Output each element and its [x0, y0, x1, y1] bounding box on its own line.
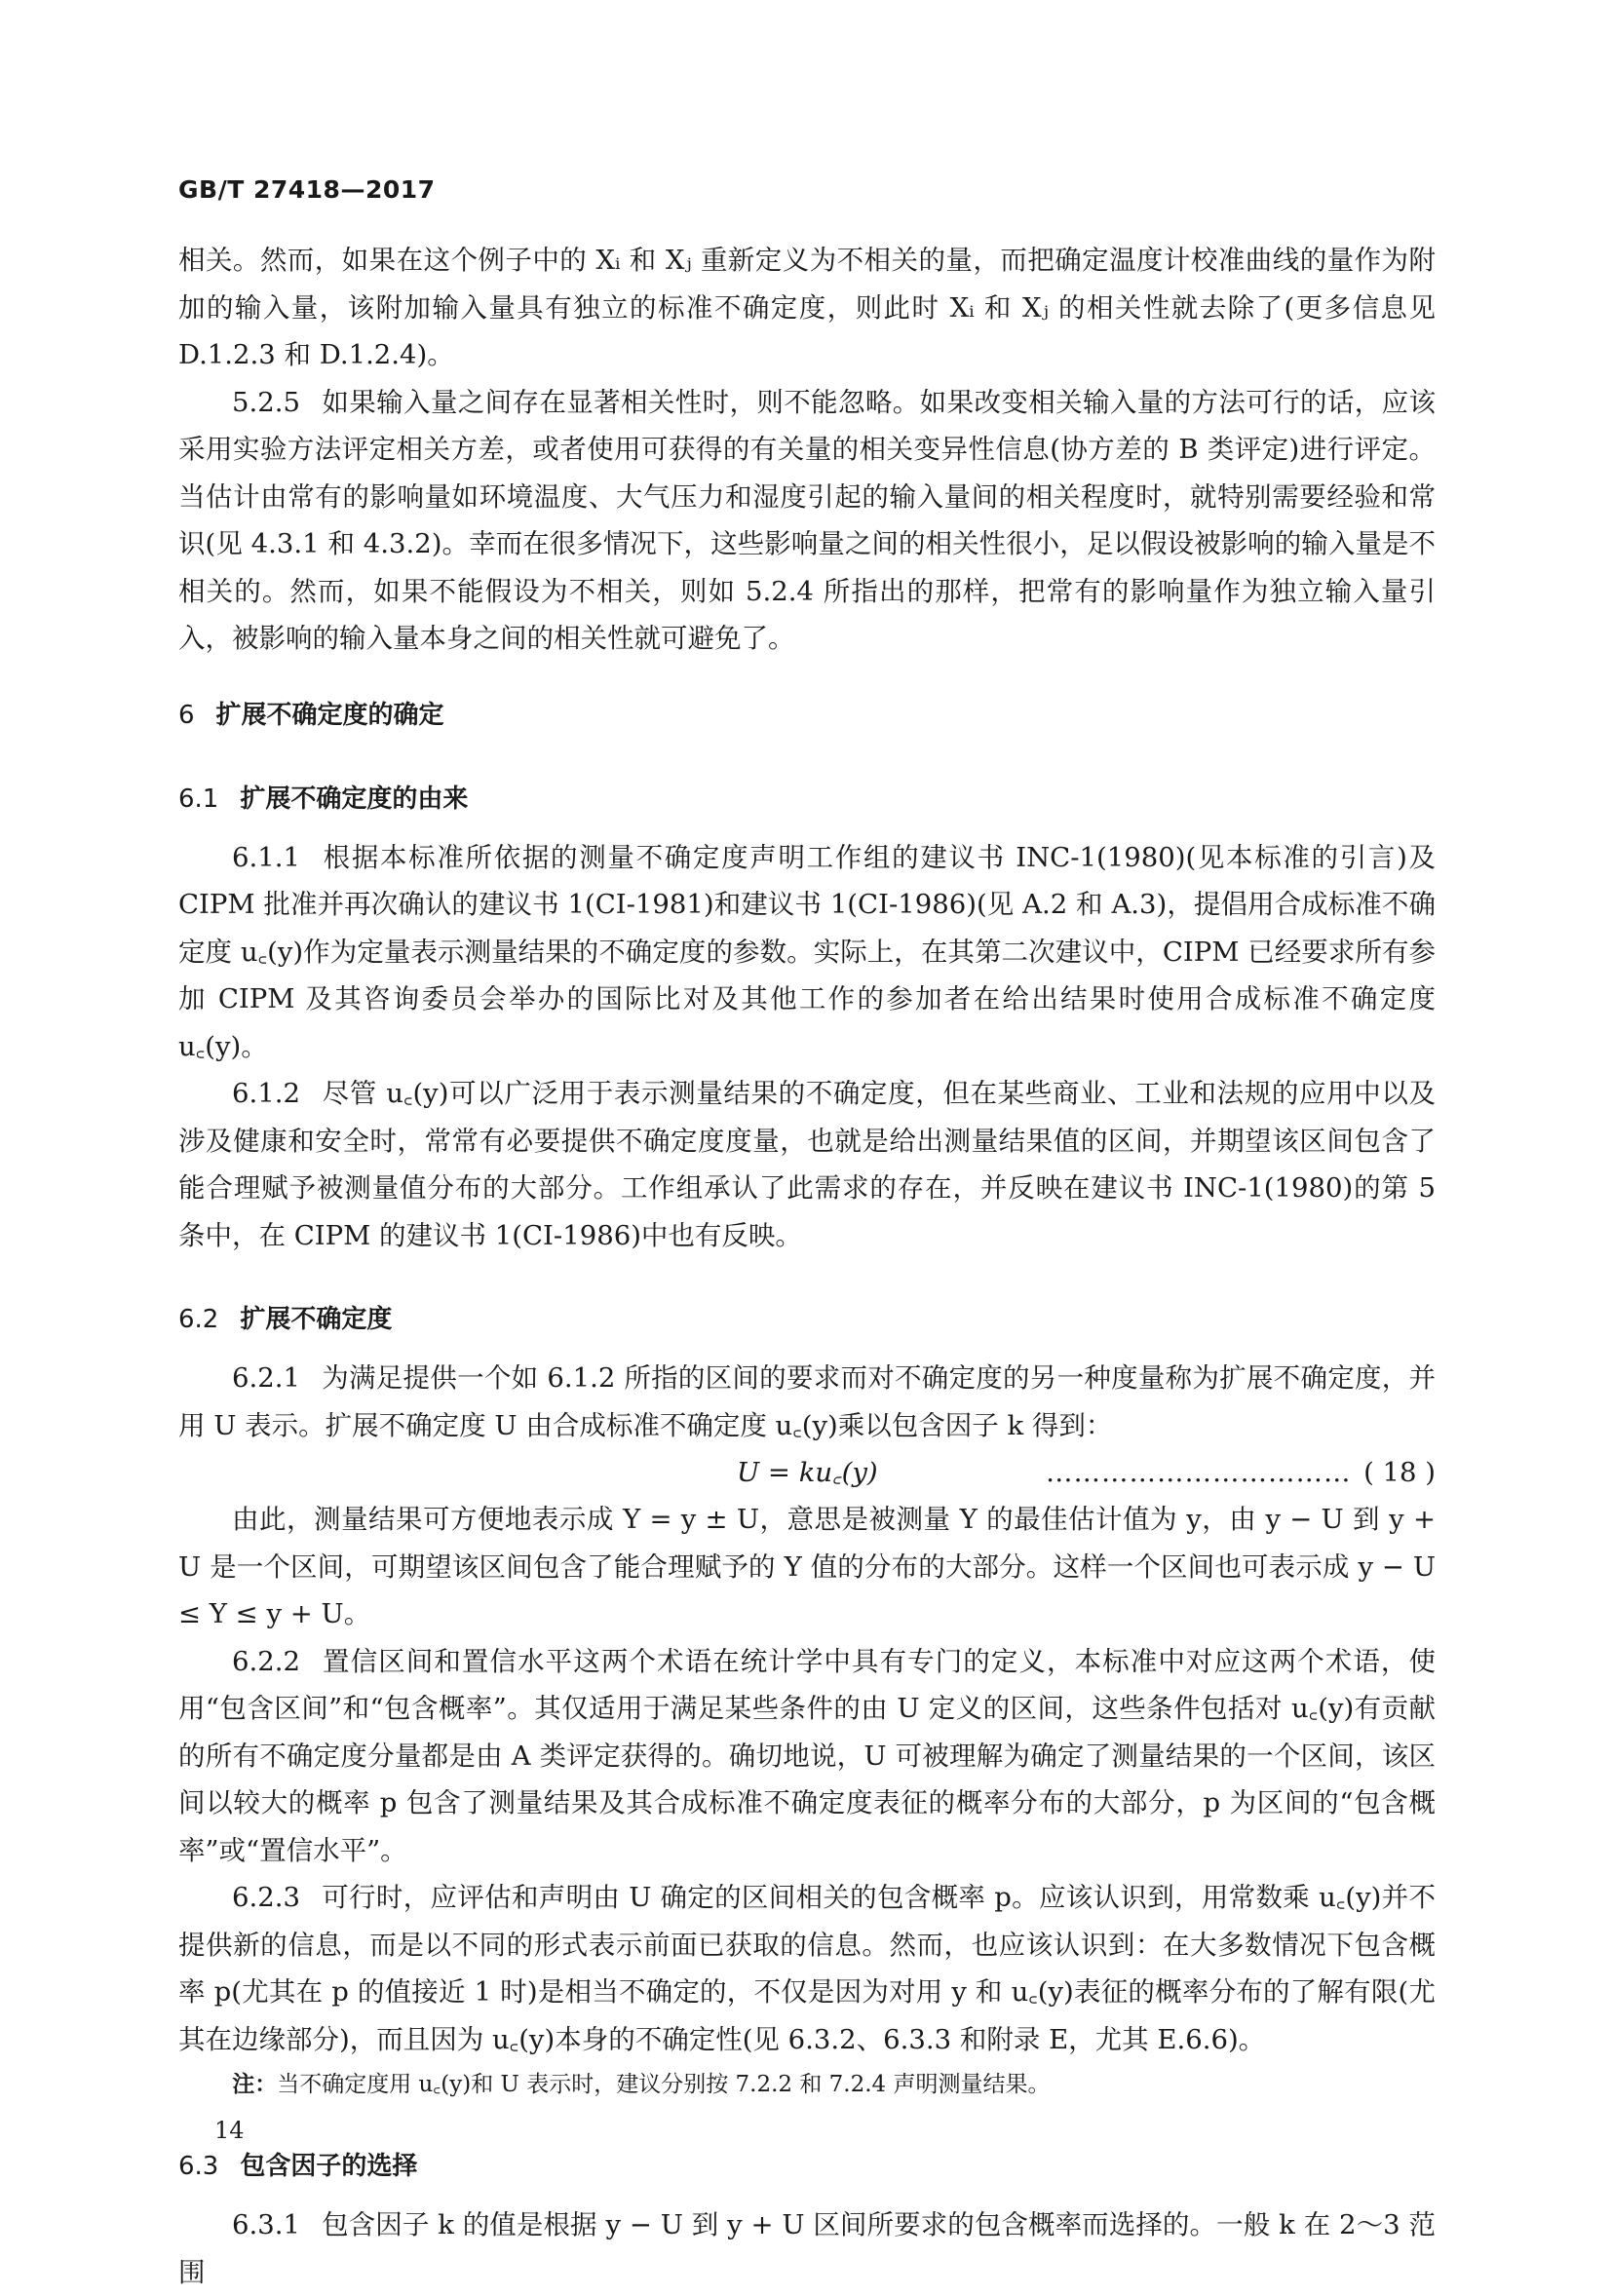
clause-number: 6.3.1: [232, 2209, 300, 2240]
formula-expression: U = ku꜀(y): [737, 1457, 878, 1488]
clause-5-2-5: [178, 379, 1436, 663]
clause-number: 5.2.5: [232, 386, 300, 418]
note-text: 当不确定度用 u꜀(y)和 U 表示时，建议分别按 7.2.2 和 7.2.4 声明测量结果。: [277, 2072, 1051, 2097]
clause-6-1-2: [178, 1070, 1436, 1259]
clause-number: 6.1.1: [232, 841, 300, 873]
clause-6-2-1-continued: 由此，测量结果可方便地表示成 Y = y ± U，意思是被测量 Y 的最佳估计值为 y，由 y − U 到 y + U 是一个区间，可期望该区间包含了能合理赋予的 Y 值的分布的大部分。这样一个区间也可表示成 y − U ≤ Y ≤ y + U。: [178, 1504, 1436, 1629]
clause-text: 如果输入量之间存在显著相关性时，则不能忽略。如果改变相关输入量的方法可行的话，应该采用实验方法评定相关方差，或者使用可获得的有关量的相关变异性信息(协方差的 B 类评定)进行评定。当估计由常有的影响量如环境温度、大气压力和湿度引起的输入量间的相关程度时，就特别需要经验和常识(见 4.3.1 和 4.3.2)。幸而在很多情况下，这些影响量之间的相关性很小，足以假设被影响的输入量是不相关的。然而，如果不能假设为不相关，则如 5.2.4 所指出的那样，把常有的影响量作为独立输入量引入，被影响的输入量本身之间的相关性就可避免了。: [178, 386, 1436, 654]
section-number: 6.2: [178, 1305, 219, 1334]
section-title: 包含因子的选择: [240, 2152, 418, 2181]
clause-text: 包含因子 k 的值是根据 y − U 到 y + U 区间所要求的包含概率而选择的。一般 k 在 2～3 范围: [178, 2209, 1436, 2288]
document-body: [178, 237, 1436, 2296]
note-label: 注：: [232, 2072, 278, 2097]
clause-6-1-1: [178, 834, 1436, 1071]
clause-number: 6.2.1: [232, 1362, 300, 1394]
clause-text: 尽管 u꜀(y)可以广泛用于表示测量结果的不确定度，但在某些商业、工业和法规的应用中以及涉及健康和安全时，常常有必要提供不确定度度量，也就是给出测量结果值的区间，并期望该区间包含了能合理赋予被测量值分布的大部分。工作组承认了此需求的存在，并反映在建议书 INC-1(1980)的第 5 条中，在 CIPM 的建议书 1(CI-1986)中也有反映。: [178, 1078, 1436, 1251]
formula-18: [178, 1449, 1436, 1496]
clause-text: 可行时，应评估和声明由 U 确定的区间相关的包含概率 p。应该认识到，用常数乘 u꜀(y)并不提供新的信息，而是以不同的形式表示前面已获取的信息。然而，也应该认识到：在大多数情况下包含概率 p(尤其在 p 的值接近 1 时)是相当不确定的，不仅是因为对用 y 和 u꜀(y)表征的概率分布的了解有限(尤其在边缘部分)，而且因为 u꜀(y)本身的不确定性(见 6.3.2、6.3.3 和附录 E，尤其 E.6.6)。: [178, 1882, 1436, 2055]
section-number: 6.1: [178, 784, 219, 814]
paragraph-continued: 相关。然而，如果在这个例子中的 Xᵢ 和 Xⱼ 重新定义为不相关的量，而把确定温度计校准曲线的量作为附加的输入量，该附加输入量具有独立的标准不确定度，则此时 Xᵢ 和 Xⱼ 的相关性就去除了(更多信息见 D.1.2.3 和 D.1.2.4)。: [178, 245, 1436, 370]
clause-text: 根据本标准所依据的测量不确定度声明工作组的建议书 INC-1(1980)(见本标准的引言)及 CIPM 批准并再次确认的建议书 1(CI-1981)和建议书 1(CI-1986)(见 A.2 和 A.3)，提倡用合成标准不确定度 u꜀(y)作为定量表示测量结果的不确定度的参数。实际上，在其第二次建议中，CIPM 已经要求所有参加 CIPM 及其咨询委员会举办的国际比对及其他工作的参加者在给出结果时使用合成标准不确定度 u꜀(y)。: [178, 841, 1436, 1062]
equation-number: ( 18 ): [1363, 1457, 1436, 1488]
section-title: 扩展不确定度的由来: [240, 784, 469, 814]
subsection-heading-6-1: [178, 776, 1436, 823]
subsection-heading-6-3: [178, 2143, 1436, 2190]
clause-number: 6.2.2: [232, 1645, 300, 1677]
clause-6-2-2: [178, 1638, 1436, 1875]
section-title: 扩展不确定度的确定: [215, 700, 444, 730]
section-number: 6.3: [178, 2152, 219, 2181]
clause-6-2-3: [178, 1874, 1436, 2063]
clause-6-2-1: [178, 1355, 1436, 1449]
formula-leader-dots: ……………………………: [1046, 1457, 1352, 1488]
clause-text: 置信区间和置信水平这两个术语在统计学中具有专门的定义，本标准中对应这两个术语，使用“包含区间”和“包含概率”。其仅适用于满足某些条件的由 U 定义的区间，这些条件包括对 u꜀(y)有贡献的所有不确定度分量都是由 A 类评定获得的。确切地说，U 可被理解为确定了测量结果的一个区间，该区间以较大的概率 p 包含了测量结果及其合成标准不确定度表征的概率分布的大部分，p 为区间的“包含概率”或“置信水平”。: [178, 1645, 1436, 1866]
section-title: 扩展不确定度: [240, 1305, 393, 1334]
clause-text: 为满足提供一个如 6.1.2 所指的区间的要求而对不确定度的另一种度量称为扩展不确定度，并用 U 表示。扩展不确定度 U 由合成标准不确定度 u꜀(y)乘以包含因子 k 得到：: [178, 1362, 1436, 1441]
page-number: 14: [214, 2117, 245, 2144]
section-number: 6: [178, 700, 195, 730]
section-heading-6: [178, 692, 1436, 739]
clause-number: 6.2.3: [232, 1882, 300, 1913]
subsection-heading-6-2: [178, 1296, 1436, 1343]
clause-number: 6.1.2: [232, 1078, 300, 1109]
clause-6-3-1: [178, 2201, 1436, 2296]
note: [178, 2063, 1436, 2106]
standard-number-header: GB/T 27418—2017: [178, 175, 436, 204]
